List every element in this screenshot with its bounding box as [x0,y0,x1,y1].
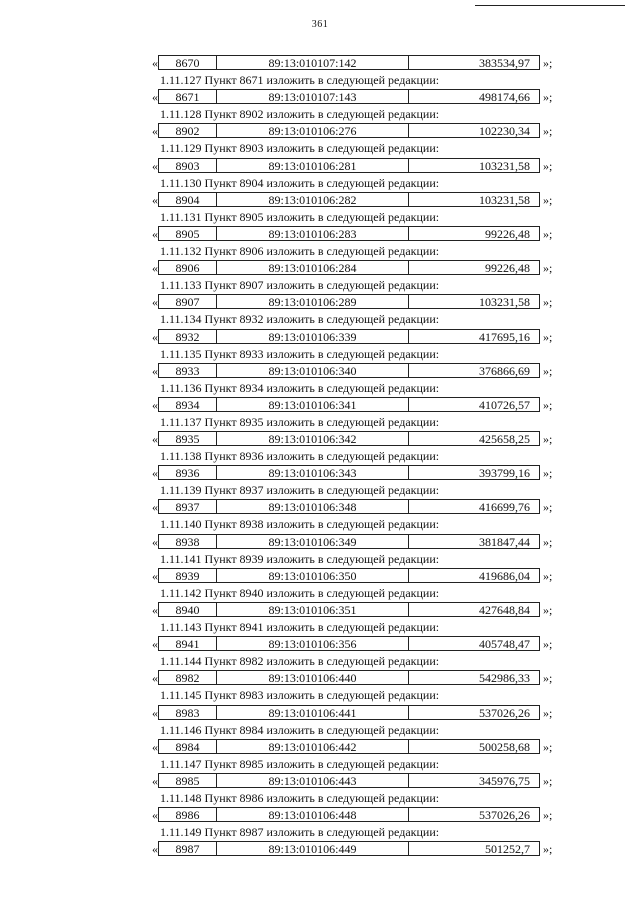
opening-quote: « [152,295,158,310]
value-cell: 102230,34 [479,124,530,139]
opening-quote: « [152,158,158,173]
cadastral-number-cell: 89:13:010107:142 [217,56,409,69]
opening-quote: « [152,534,158,549]
value-cell: 99226,48 [485,226,530,241]
row-cells [158,739,540,754]
value-cell: 103231,58 [479,295,530,310]
value-cell: 381847,44 [479,534,530,549]
closing-quote: »; [543,568,553,583]
item-number-cell: 8984 [159,740,217,753]
closing-quote: »; [543,192,553,207]
amendment-entry [0,807,640,841]
closing-quote: »; [543,808,553,823]
amendment-entry [0,499,640,533]
closing-quote: »; [543,226,553,241]
table-row [0,397,640,414]
closing-quote: »; [543,534,553,549]
opening-quote: « [152,90,158,105]
row-cells [158,260,540,275]
table-row [0,294,640,311]
value-cell: 542986,33 [479,671,530,686]
item-number-cell: 8902 [159,124,217,137]
amendment-instruction: 1.11.131 Пункт 8905 изложить в следующей редакции: [160,209,440,224]
cadastral-number-cell: 89:13:010106:341 [217,398,409,411]
cadastral-number-cell: 89:13:010107:143 [217,90,409,103]
table-row [0,705,640,722]
closing-quote: »; [543,124,553,139]
opening-quote: « [152,432,158,447]
value-cell: 416699,76 [479,500,530,515]
amendment-instruction: 1.11.140 Пункт 8938 изложить в следующей редакции: [160,517,440,532]
table-row [0,670,640,687]
cadastral-number-cell: 89:13:010106:350 [217,569,409,582]
item-number-cell: 8938 [159,535,217,548]
closing-quote: »; [543,842,553,857]
amendment-instruction: 1.11.129 Пункт 8903 изложить в следующей редакции: [160,141,440,156]
item-number-cell: 8671 [159,90,217,103]
cadastral-number-cell: 89:13:010106:284 [217,261,409,274]
opening-quote: « [152,466,158,481]
amendment-instruction: 1.11.149 Пункт 8987 изложить в следующей редакции: [160,825,440,840]
closing-quote: »; [543,329,553,344]
value-cell: 500258,68 [479,739,530,754]
amendment-entry [0,705,640,739]
amendment-entry [0,602,640,636]
item-number-cell: 8935 [159,432,217,445]
cadastral-number-cell: 89:13:010106:283 [217,227,409,240]
amendment-entry [0,226,640,260]
row-cells [158,499,540,514]
table-row [0,158,640,175]
closing-quote: »; [543,671,553,686]
page-number: 361 [311,19,329,30]
opening-quote: « [152,397,158,412]
amendment-entry [0,636,640,670]
opening-quote: « [152,329,158,344]
table-row [0,568,640,585]
item-number-cell: 8906 [159,261,217,274]
row-cells [158,55,540,70]
opening-quote: « [152,568,158,583]
value-cell: 383534,97 [479,56,530,70]
opening-quote: « [152,637,158,652]
table-row [0,465,640,482]
cadastral-number-cell: 89:13:010106:442 [217,740,409,753]
opening-quote: « [152,739,158,754]
row-cells [158,294,540,309]
cadastral-number-cell: 89:13:010106:348 [217,500,409,513]
amendment-instruction: 1.11.136 Пункт 8934 изложить в следующей редакции: [160,380,440,395]
amendment-entry [0,773,640,807]
item-number-cell: 8907 [159,295,217,308]
table-row [0,431,640,448]
closing-quote: »; [543,466,553,481]
opening-quote: « [152,705,158,720]
amendment-entry [0,534,640,568]
cadastral-number-cell: 89:13:010106:343 [217,466,409,479]
value-cell: 417695,16 [479,329,530,344]
cadastral-number-cell: 89:13:010106:441 [217,706,409,719]
cadastral-number-cell: 89:13:010106:443 [217,774,409,787]
item-number-cell: 8903 [159,159,217,172]
amendment-instruction: 1.11.130 Пункт 8904 изложить в следующей редакции: [160,175,440,190]
amendment-entry [0,670,640,704]
row-cells [158,465,540,480]
amendment-entry [0,363,640,397]
cadastral-number-cell: 89:13:010106:340 [217,364,409,377]
cadastral-number-cell: 89:13:010106:342 [217,432,409,445]
cadastral-number-cell: 89:13:010106:356 [217,637,409,650]
row-cells [158,568,540,583]
row-cells [158,841,540,856]
amendment-entry [0,123,640,157]
item-number-cell: 8939 [159,569,217,582]
value-cell: 410726,57 [479,397,530,412]
closing-quote: »; [543,500,553,515]
item-number-cell: 8983 [159,706,217,719]
cadastral-number-cell: 89:13:010106:349 [217,535,409,548]
table-row [0,55,640,72]
opening-quote: « [152,192,158,207]
item-number-cell: 8985 [159,774,217,787]
amendment-entry [0,841,640,875]
row-cells [158,670,540,685]
closing-quote: »; [543,603,553,617]
table-row [0,534,640,551]
row-cells [158,226,540,241]
amendment-entry [0,192,640,226]
opening-quote: « [152,842,158,857]
value-cell: 537026,26 [479,705,530,720]
opening-quote: « [152,500,158,515]
item-number-cell: 8670 [159,56,217,69]
opening-quote: « [152,124,158,139]
cadastral-number-cell: 89:13:010106:339 [217,330,409,343]
amendment-instruction: 1.11.133 Пункт 8907 изложить в следующей редакции: [160,278,440,293]
row-cells [158,397,540,412]
row-cells [158,602,540,617]
amendment-instruction: 1.11.144 Пункт 8982 изложить в следующей редакции: [160,654,440,669]
amendment-entry [0,397,640,431]
table-row [0,363,640,380]
amendment-instruction: 1.11.137 Пункт 8935 изложить в следующей редакции: [160,414,440,429]
amendment-entry [0,158,640,192]
row-cells [158,773,540,788]
value-cell: 501252,7 [485,842,530,857]
amendment-entry [0,739,640,773]
cadastral-number-cell: 89:13:010106:289 [217,295,409,308]
opening-quote: « [152,773,158,788]
row-cells [158,89,540,104]
row-cells [158,192,540,207]
row-cells [158,123,540,138]
value-cell: 393799,16 [479,466,530,481]
amendment-entry [0,260,640,294]
table-row [0,123,640,140]
item-number-cell: 8987 [159,842,217,855]
opening-quote: « [152,603,158,617]
amendment-instruction: 1.11.135 Пункт 8933 изложить в следующей редакции: [160,346,440,361]
opening-quote: « [152,671,158,686]
item-number-cell: 8986 [159,808,217,821]
value-cell: 345976,75 [479,773,530,788]
cadastral-number-cell: 89:13:010106:281 [217,159,409,172]
item-number-cell: 8982 [159,671,217,684]
value-cell: 103231,58 [479,192,530,207]
amendment-entry [0,294,640,328]
value-cell: 427648,84 [479,603,530,617]
opening-quote: « [152,363,158,378]
item-number-cell: 8933 [159,364,217,377]
value-cell: 405748,47 [479,637,530,652]
table-row [0,807,640,824]
table-row [0,329,640,346]
cadastral-number-cell: 89:13:010106:440 [217,671,409,684]
closing-quote: »; [543,432,553,447]
item-number-cell: 8936 [159,466,217,479]
row-cells [158,431,540,446]
value-cell: 419686,04 [479,568,530,583]
item-number-cell: 8904 [159,193,217,206]
value-cell: 537026,26 [479,808,530,823]
row-cells [158,807,540,822]
row-cells [158,534,540,549]
item-number-cell: 8905 [159,227,217,240]
item-number-cell: 8941 [159,637,217,650]
table-row [0,89,640,106]
row-cells [158,363,540,378]
amendment-instruction: 1.11.134 Пункт 8932 изложить в следующей редакции: [160,312,440,327]
cadastral-number-cell: 89:13:010106:449 [217,842,409,855]
table-row [0,773,640,790]
amendment-instruction: 1.11.127 Пункт 8671 изложить в следующей редакции: [160,73,440,87]
amendment-entry [0,431,640,465]
amendment-entry [0,329,640,363]
table-row [0,636,640,653]
top-rule [475,5,625,6]
item-number-cell: 8937 [159,500,217,513]
amendment-instruction: 1.11.132 Пункт 8906 изложить в следующей редакции: [160,243,440,258]
table-row [0,226,640,243]
amendment-instruction: 1.11.143 Пункт 8941 изложить в следующей редакции: [160,620,440,634]
opening-quote: « [152,261,158,276]
closing-quote: »; [543,705,553,720]
amendment-instruction: 1.11.148 Пункт 8986 изложить в следующей редакции: [160,790,440,805]
cadastral-number-cell: 89:13:010106:276 [217,124,409,137]
cadastral-number-cell: 89:13:010106:448 [217,808,409,821]
amendment-instruction: 1.11.145 Пункт 8983 изложить в следующей редакции: [160,688,440,703]
row-cells [158,329,540,344]
amendment-entry [0,55,640,89]
table-row [0,602,640,619]
value-cell: 103231,58 [479,158,530,173]
amendment-instruction: 1.11.139 Пункт 8937 изложить в следующей редакции: [160,483,440,498]
closing-quote: »; [543,90,553,105]
closing-quote: »; [543,295,553,310]
table-row [0,192,640,209]
opening-quote: « [152,56,158,70]
amendment-instruction: 1.11.138 Пункт 8936 изложить в следующей редакции: [160,449,440,464]
amendment-entry [0,89,640,123]
item-number-cell: 8940 [159,603,217,616]
table-row [0,739,640,756]
row-cells [158,636,540,651]
amendment-entry [0,465,640,499]
closing-quote: »; [543,56,553,70]
item-number-cell: 8934 [159,398,217,411]
row-cells [158,705,540,720]
amendment-entry [0,568,640,602]
value-cell: 99226,48 [485,261,530,276]
opening-quote: « [152,808,158,823]
closing-quote: »; [543,773,553,788]
item-number-cell: 8932 [159,330,217,343]
table-row [0,841,640,858]
closing-quote: »; [543,363,553,378]
amendment-instruction: 1.11.128 Пункт 8902 изложить в следующей редакции: [160,107,440,122]
amendment-instruction: 1.11.141 Пункт 8939 изложить в следующей редакции: [160,551,440,566]
value-cell: 425658,25 [479,432,530,447]
table-row [0,260,640,277]
value-cell: 498174,66 [479,90,530,105]
cadastral-number-cell: 89:13:010106:351 [217,603,409,616]
closing-quote: »; [543,637,553,652]
row-cells [158,158,540,173]
amendment-instruction: 1.11.146 Пункт 8984 изложить в следующей редакции: [160,722,440,737]
amendment-list [0,55,640,876]
closing-quote: »; [543,397,553,412]
closing-quote: »; [543,158,553,173]
amendment-instruction: 1.11.142 Пункт 8940 изложить в следующей редакции: [160,585,440,600]
opening-quote: « [152,226,158,241]
closing-quote: »; [543,739,553,754]
amendment-instruction: 1.11.147 Пункт 8985 изложить в следующей редакции: [160,756,440,771]
cadastral-number-cell: 89:13:010106:282 [217,193,409,206]
closing-quote: »; [543,261,553,276]
value-cell: 376866,69 [479,363,530,378]
table-row [0,499,640,516]
